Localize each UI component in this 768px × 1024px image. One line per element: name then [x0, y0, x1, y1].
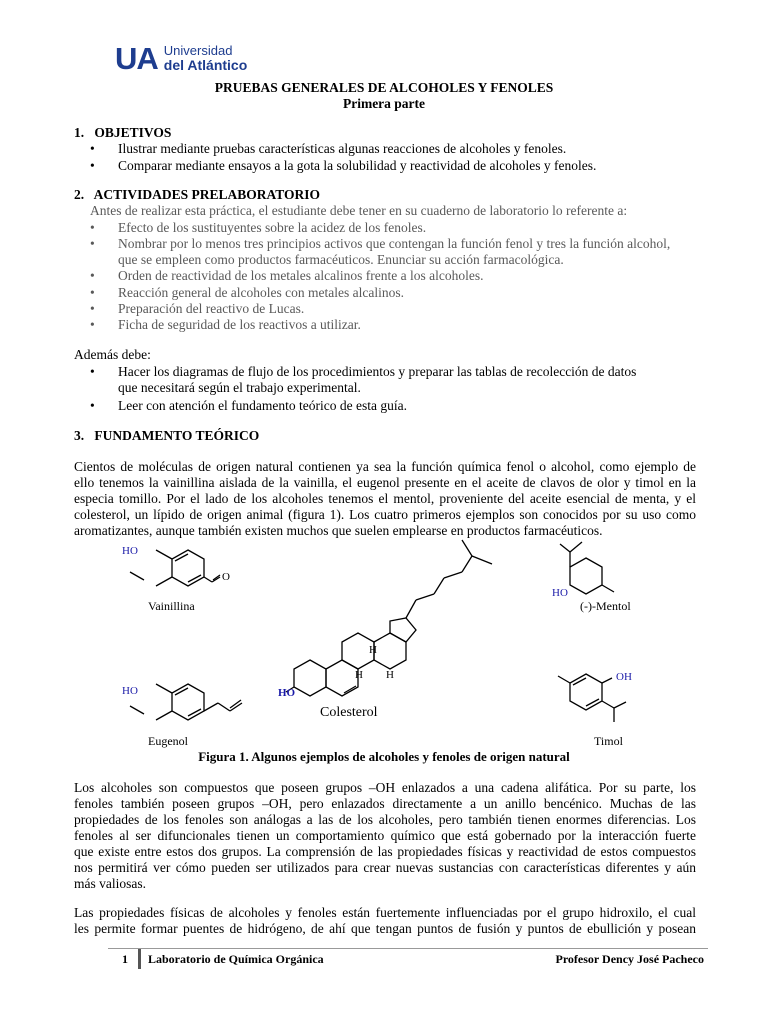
paragraph-1	[74, 459, 696, 539]
section-title: OBJETIVOS	[94, 125, 172, 140]
list-item-text: Reacción general de alcoholes con metales alcalinos.	[118, 285, 404, 300]
footer-lab-name: Laboratorio de Química Orgánica	[148, 952, 324, 966]
paragraph-2	[74, 780, 696, 892]
colesterol-h2: H	[355, 669, 363, 681]
paragraph-line: Las propiedades físicas de alcoholes y fenoles están fuertemente influenciadas por el grupo hidroxilo, el cual	[74, 905, 696, 920]
bullet-icon: •	[90, 398, 95, 413]
paragraph-line: colesterol, un lípido de origen animal (figura 1). Los cuatro primeros ejemplos son conocidos por su uso como	[74, 507, 696, 522]
paragraph-line: más valiosas.	[74, 876, 146, 891]
eugenol-structure	[130, 684, 242, 720]
section-actividades-heading	[74, 187, 320, 203]
ademas-text: Además debe:	[74, 347, 151, 362]
figure-caption: Figura 1. Algunos ejemplos de alcoholes y fenoles de origen natural	[198, 749, 570, 764]
footer-divider	[138, 949, 141, 969]
list-item-text: Nombrar por lo menos tres principios activos que contengan la función fenol y tres la función alcohol,	[118, 236, 671, 251]
document-subtitle: Primera parte	[342, 96, 426, 111]
list-item-text: Leer con atención el fundamento teórico de esta guía.	[118, 398, 407, 413]
paragraph-line: especia tomillo. Por el lado de los alcoholes tenemos el mentol, proveniente del aceite esencial de menta, y el	[74, 491, 696, 506]
logo-line-2: del Atlántico	[163, 57, 248, 73]
bullet-icon: •	[90, 268, 95, 283]
bullet-icon: •	[90, 141, 95, 156]
document-title: PRUEBAS GENERALES DE ALCOHOLES Y FENOLES	[214, 80, 554, 95]
logo-text	[164, 44, 248, 72]
section-objetivos-heading	[74, 125, 171, 141]
paragraph-line: nos permitirá ver cómo pueden ser utilizados para crear nuevas sustancias con características diferentes y aún	[74, 860, 696, 875]
list-item-text: Efecto de los sustituyentes sobre la acidez de los fenoles.	[118, 220, 427, 235]
label-vainillina: Vainillina	[148, 599, 195, 613]
bullet-icon: •	[90, 317, 95, 332]
colesterol-ho: HO	[278, 687, 296, 699]
eugenol-ho: HO	[122, 685, 138, 697]
label-colesterol: Colesterol	[320, 705, 378, 720]
paragraph-line: Cientos de moléculas de origen natural contienen ya sea la función química fenol o alcohol, como ejemplo de	[74, 459, 696, 474]
list-item-text: Ficha de seguridad de los reactivos a utilizar.	[118, 317, 361, 332]
section-number: 3.	[74, 428, 85, 443]
logo-mark: UA	[115, 40, 158, 76]
label-mentol: (-)-Mentol	[580, 599, 631, 613]
paragraph-line: ello tenemos la vainillina aislada de la vainilla, el eugenol presente en el aceite de clavos de olor y timol en la	[74, 475, 696, 490]
mentol-structure	[560, 542, 614, 594]
bullet-icon: •	[90, 285, 95, 300]
mentol-ho: HO	[552, 587, 568, 599]
timol-oh: OH	[616, 671, 632, 683]
logo-line-1: Universidad	[163, 43, 233, 58]
list-item-text: Ilustrar mediante pruebas características algunas reacciones de alcoholes y fenoles.	[118, 141, 567, 156]
section-number: 2.	[74, 187, 85, 202]
list-item-text: Orden de reactividad de los metales alcalinos frente a los alcoholes.	[118, 268, 484, 283]
section-title: FUNDAMENTO TEÓRICO	[94, 428, 260, 443]
paragraph-3	[74, 905, 696, 937]
section-title: ACTIVIDADES PRELABORATORIO	[93, 187, 321, 202]
section-number: 1.	[74, 125, 85, 140]
paragraph-line: Los alcoholes son compuestos que poseen grupos –OH enlazados a una cadena alifática. Por su parte, los	[74, 780, 696, 795]
paragraph-line: fenoles también poseen grupos –OH, pero enlazados directamente a un anillo bencénico. Muchas de las	[74, 796, 696, 811]
list-item-text: Preparación del reactivo de Lucas.	[118, 301, 305, 316]
intro-text: Antes de realizar esta práctica, el estudiante debe tener en su cuaderno de laboratorio lo referente a:	[90, 203, 628, 218]
label-eugenol: Eugenol	[148, 734, 188, 748]
section-fundamento-heading	[74, 428, 259, 444]
list-item-text: que necesitará según el trabajo experimental.	[118, 380, 361, 395]
colesterol-h1: H	[369, 644, 377, 656]
paragraph-line: aromatizantes, aunque también existen muchos que suelen emplearse en productos farmacéuticos.	[74, 523, 603, 538]
page-number: 1	[122, 952, 128, 966]
bullet-icon: •	[90, 158, 95, 173]
footer-professor: Profesor Dency José Pacheco	[555, 952, 704, 966]
label-timol: Timol	[594, 734, 623, 748]
vainillina-ho: HO	[122, 545, 138, 557]
paragraph-line: fenoles al ser difuncionales tienen un comportamiento químico que está gobernado por la interacción fuerte	[74, 828, 696, 843]
figure-molecules	[100, 538, 680, 748]
bullet-icon: •	[90, 236, 95, 251]
bullet-icon: •	[90, 220, 95, 235]
list-item-text: que se empleen como productos farmacéuticos. Enunciar su acción farmacológica.	[118, 252, 564, 267]
paragraph-line: que existe entre estos dos grupos. La comprensión de las propiedades físicas y reactividad de estos compuestos	[74, 844, 696, 859]
page-footer	[108, 948, 708, 969]
bullet-icon: •	[90, 364, 95, 379]
university-logo	[115, 42, 247, 74]
paragraph-line: les permite formar puentes de hidrógeno, de ahí que tengan puntos de fusión y puntos de ebullición y posean	[74, 921, 696, 936]
list-item-text: Comparar mediante ensayos a la gota la solubilidad y reactividad de alcoholes y fenoles.	[118, 158, 597, 173]
paragraph-line: propiedades de los fenoles son análogas a las de los alcoholes, pero también tienen enormes diferencias. Los	[74, 812, 696, 827]
list-item-text: Hacer los diagramas de flujo de los procedimientos y preparar las tablas de recolección de datos	[118, 364, 637, 379]
bullet-icon: •	[90, 301, 95, 316]
vainillina-o: O	[222, 571, 230, 583]
vainillina-structure	[130, 550, 220, 586]
colesterol-h3: H	[386, 669, 394, 681]
